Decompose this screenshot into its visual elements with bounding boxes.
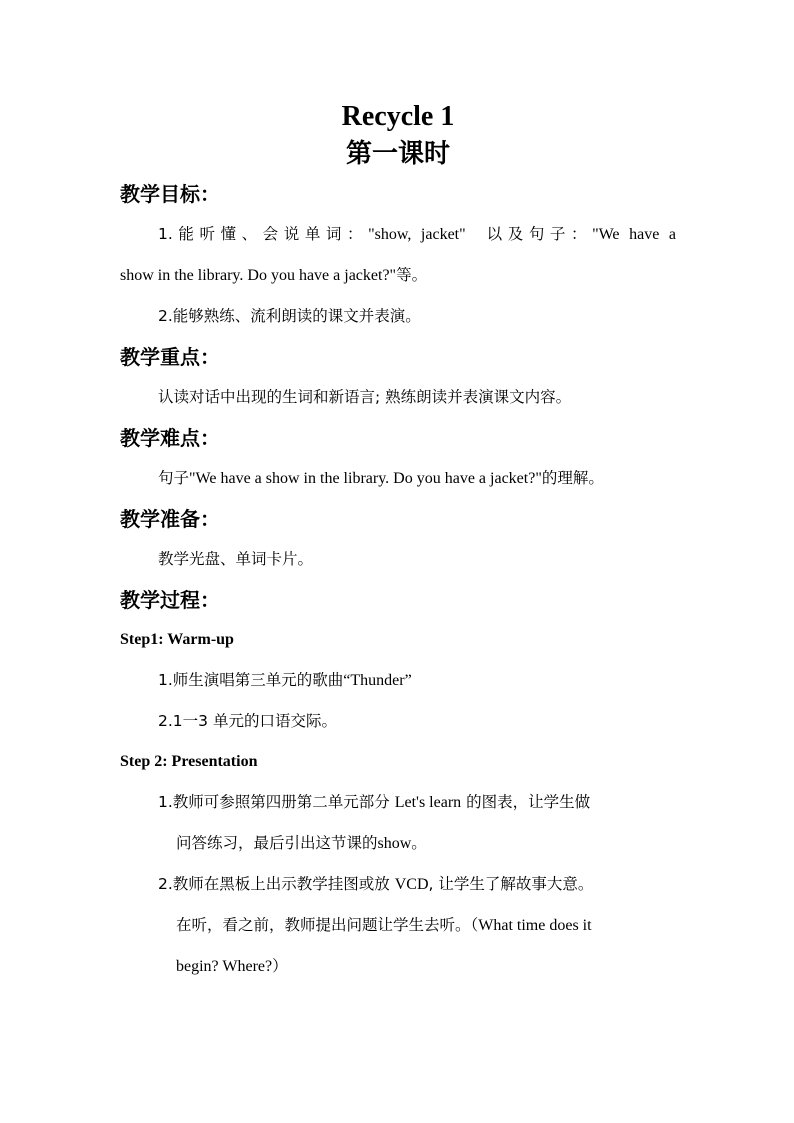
objective-item-1-cont (120, 255, 676, 296)
step2-item-1-line2-b: 。 (411, 834, 427, 852)
step2-item-1-line2-en: show (377, 835, 412, 852)
document-page (120, 98, 676, 987)
step2-item-2-line3 (120, 946, 676, 987)
step2-item-1-en: Let's learn (394, 794, 462, 811)
objective-1-prefix: 1.能听懂、会说单词： (158, 225, 369, 243)
difficulties-sentence: "We have a show in the library. Do you have a jacket?" (189, 470, 542, 487)
objective-1-suffix: 等。 (396, 266, 428, 284)
step2-item-2-line2 (120, 905, 676, 946)
step2-item-1-a: 1.教师可参照第四册第二单元部分 (158, 793, 390, 811)
step2-item-2-line2-a: 在听，看之前，教师提出问题让学生去听。（ (176, 916, 479, 934)
step1-item-2: 2.1一3 单元的口语交际。 (158, 712, 337, 730)
key-points-heading: 教学重点： (120, 345, 220, 369)
step1-title: Step1: Warm-up (120, 631, 234, 648)
lesson-title: Recycle 1 (341, 101, 455, 132)
difficulties-suffix: 的理解。 (541, 469, 604, 487)
objective-item-1 (120, 214, 676, 255)
process-heading: 教学过程： (120, 588, 220, 612)
step2-item-2-line3-en: begin? Where? (176, 958, 273, 975)
step1-item-1-prefix: 1.师生演唱第三单元的歌曲 (158, 671, 344, 689)
objective-item-2: 2.能够熟练、流利朗读的课文并表演。 (158, 307, 421, 325)
step2-item-1-line2 (120, 823, 676, 864)
lesson-subtitle: 第一课时 (345, 139, 450, 169)
step2-item-1-line1 (120, 782, 676, 823)
step2-item-2-line2-en: What time does it (478, 917, 592, 934)
step2-item-2-line1-en: VCD (394, 876, 429, 893)
step2-item-2-line3-b: ） (272, 957, 288, 975)
step2-title: Step 2: Presentation (120, 753, 258, 770)
objective-1-sentence-b: show in the library. Do you have a jacket?" (120, 267, 397, 284)
step1-song: “Thunder” (343, 672, 412, 689)
objectives-heading: 教学目标： (120, 182, 220, 206)
step2-item-1-b: 的图表，让学生做 (466, 793, 591, 811)
step1-item-1 (120, 660, 676, 701)
preparation-text: 教学光盘、单词卡片。 (158, 550, 314, 568)
step2-item-2-line1-b: , 让学生了解故事大意。 (428, 875, 594, 893)
difficulties-text (120, 458, 676, 499)
step2-item-1-line2-a: 问答练习，最后引出这节课的 (176, 834, 378, 852)
objective-1-words: "show, jacket" (368, 226, 466, 243)
preparation-heading: 教学准备： (120, 507, 220, 531)
objective-1-sentence-a: "We have a (592, 226, 676, 243)
objective-1-mid: 以及句子： (486, 225, 593, 243)
difficulties-heading: 教学难点： (120, 426, 220, 450)
difficulties-prefix: 句子 (158, 469, 190, 487)
step2-item-2-line1 (120, 864, 676, 905)
step2-item-2-line1-a: 2.教师在黑板上出示教学挂图或放 (158, 875, 390, 893)
key-points-text: 认读对话中出现的生词和新语言; 熟练朗读并表演课文内容。 (158, 388, 572, 406)
